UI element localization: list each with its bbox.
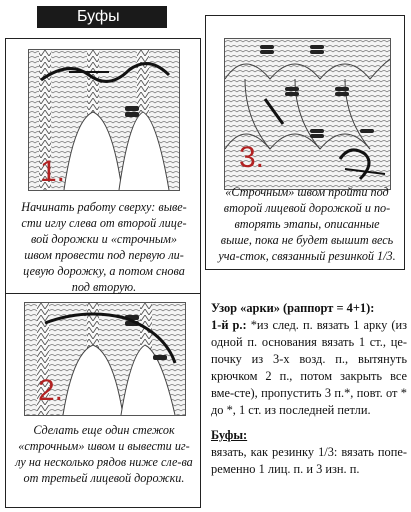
step-1-panel [5, 38, 201, 294]
pattern-rapport: (раппорт = 4+1): [279, 301, 375, 315]
pattern-arches [211, 300, 407, 419]
bufy-heading: Буфы: [211, 428, 248, 442]
bufy-text: вязать, как резинку 1/3: вязать попе-ременно 1 лиц. п. и 3 изн. п. [211, 445, 407, 476]
step-3-panel [205, 15, 405, 270]
step-2-number: 2. [38, 374, 64, 407]
pattern-instructions [211, 300, 407, 486]
step-1-caption: Начинать работу сверху: выве-сти иглу слева от второй лице-вой дорожки и «строчным» швом провести под первую ли-цевую дорожку, а потом снова под вторую. [21, 200, 187, 294]
row-text: *из след. п. вязать 1 арку (из одной п. основания вязать 1 ст., це-почку из 3-х возд. п., вытянуть крючком 2 п., потом закрыть все вме-сте), пропустить 3 п.*, повт. от * до *, 1 ст. из последней петли. [211, 318, 407, 417]
step-2-caption: Сделать еще один стежок «строчным» швом и вывести иг-лу на несколько рядов ниже сле-ва от третьей лицевой дорожки. [15, 423, 193, 485]
step-1-number: 1. [40, 155, 66, 188]
step-3-caption: «Строчным» швом пройти под второй лицевой дорожкой и по-вторять этапы, описанные выше, пока не будет вышит весь уча-сток, связанный резинкой 1/3. [218, 185, 396, 263]
pattern-bufy [211, 427, 407, 478]
pattern-heading: Узор «арки» [211, 301, 280, 315]
step-3-number: 3. [239, 141, 265, 174]
step-2-panel [5, 294, 201, 508]
row-label: 1-й р.: [211, 318, 247, 332]
page-title: Буфы [37, 6, 167, 28]
